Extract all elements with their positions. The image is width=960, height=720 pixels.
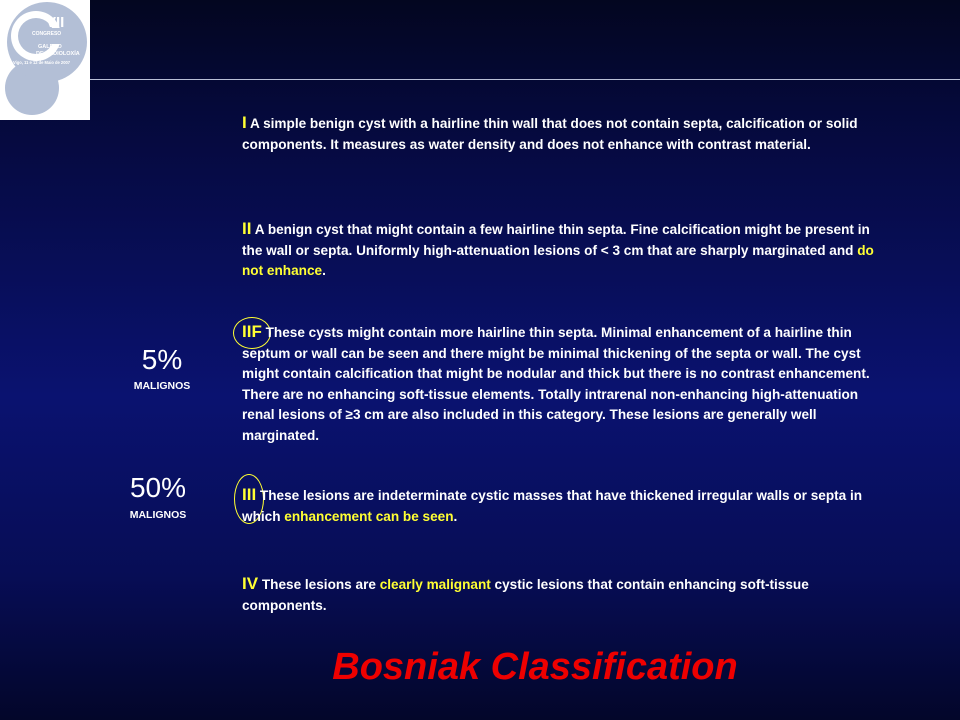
slide-title: Bosniak Classification xyxy=(332,646,738,688)
congress-logo xyxy=(0,0,90,120)
category-ii-text: A benign cyst that might contain a few hairline thin septa. Fine calcification might be present in the wall or septa. Uniformly high-attenuation lesions of < 3 cm that are sharply marginated and xyxy=(242,222,870,258)
logo-line1: CONGRESO xyxy=(32,31,62,37)
category-iii-after: . xyxy=(453,508,458,524)
category-iii-number: III xyxy=(242,485,257,504)
category-ii-highlight: do not enhance xyxy=(242,242,874,278)
category-iv-highlight: clearly malignant xyxy=(379,577,491,592)
category-iv xyxy=(242,574,874,616)
category-i xyxy=(242,113,874,155)
logo-line4: Vigo, 11 e 12 de Maio de 2007 xyxy=(13,60,71,65)
category-i-number: I xyxy=(242,113,247,132)
logo-roman: VII xyxy=(46,14,65,31)
category-iii-text: These lesions are indeterminate cystic masses that have thickened irregular walls or septa in which xyxy=(242,488,863,524)
category-iif-number: IIF xyxy=(242,322,262,341)
category-ii xyxy=(242,219,874,282)
iii-malignancy-label: MALIGNOS xyxy=(129,509,187,521)
iif-malignancy-label: MALIGNOS xyxy=(133,380,191,392)
category-iif-text: These cysts might contain more hairline thin septa. Minimal enhancement of a hairline thin septum or wall can be seen and there might be minimal thickening of the septa or wall. The cyst might contain calcification that might be nodular and thick but there is no contrast enhancement. There are no enhancing soft-tissue elements. Totally intrarenal non-enhancing high-attenuation renal lesions of ≥3 cm are also included in this category. These lesions are generally well marginated. xyxy=(242,325,870,443)
congress-logo-graphic xyxy=(0,0,90,120)
iii-malignancy-percent: 50% xyxy=(129,472,187,503)
category-iv-text: These lesions are xyxy=(258,577,380,592)
category-ii-number: II xyxy=(242,219,252,238)
header-divider xyxy=(90,79,960,80)
category-iii-highlight: enhancement can be seen xyxy=(284,508,454,524)
category-iif xyxy=(242,322,874,446)
category-iv-after: cystic lesions that contain enhancing soft-tissue components. xyxy=(242,577,809,613)
category-i-text: A simple benign cyst with a hairline thin wall that does not contain septa, calcification or solid components. It measures as water density and does not enhance with contrast material. xyxy=(242,116,858,152)
category-iv-number: IV xyxy=(242,574,259,593)
category-iii xyxy=(242,485,874,527)
logo-line3: DE RADIOLOXÍA xyxy=(36,51,80,57)
logo-line2: GALEGO xyxy=(38,44,62,50)
category-ii-after: . xyxy=(322,263,326,278)
iif-malignancy-percent: 5% xyxy=(141,344,183,375)
